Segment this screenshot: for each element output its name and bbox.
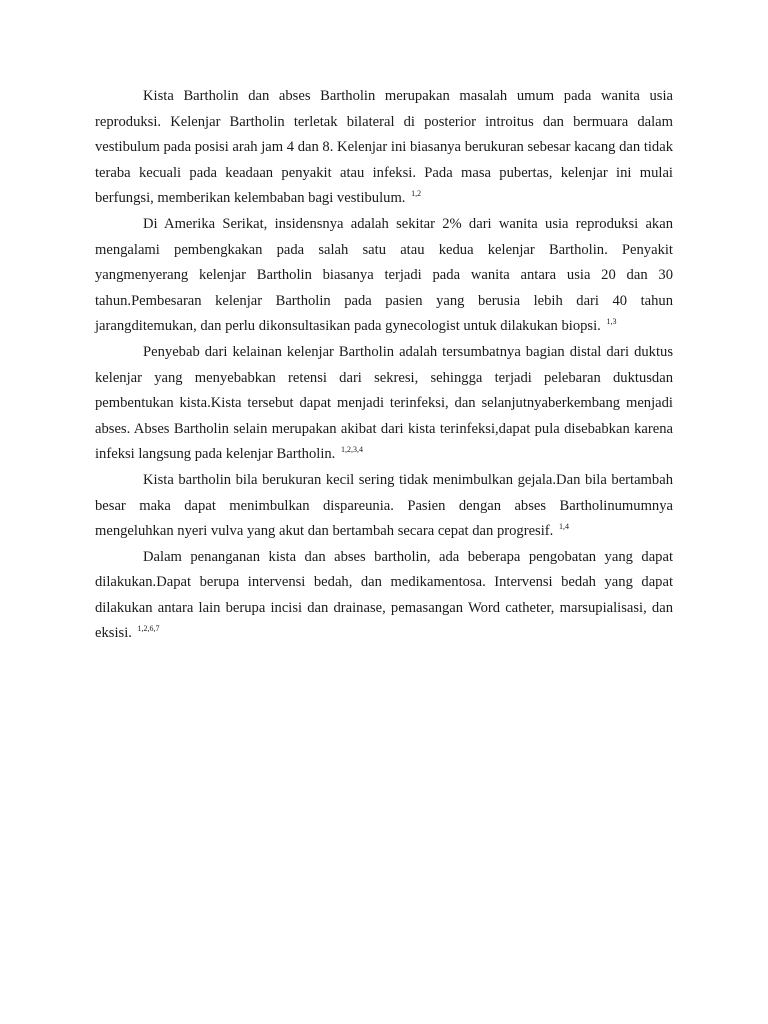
citation-ref: 1,4 — [558, 522, 569, 532]
paragraph — [95, 468, 673, 545]
paragraph — [95, 545, 673, 647]
paragraph — [95, 84, 673, 212]
paragraph-text: Di Amerika Serikat, insidensnya adalah sekitar 2% dari wanita usia reproduksi akan mengalami pembengkakan pada salah satu atau kedua kelenjar Bartholin. Penyakit yangmenyerang kelenjar Bartholin biasanya terjadi pada wanita antara usia 20 dan 30 tahun.Pembesaran kelenjar Bartholin pada pasien yang berusia lebih dari 40 tahun jarangditemukan, dan perlu dikonsultasikan pada gynecologist untuk dilakukan biopsi. — [95, 215, 673, 335]
citation-ref: 1,2,3,4 — [340, 445, 363, 455]
citation-ref: 1,2 — [411, 189, 422, 199]
citation-ref: 1,3 — [606, 317, 617, 327]
paragraph — [95, 212, 673, 340]
paragraph — [95, 340, 673, 468]
paragraph-text: Penyebab dari kelainan kelenjar Bartholin adalah tersumbatnya bagian distal dari duktus kelenjar yang menyebabkan retensi dari sekresi, sehingga terjadi pelebaran duktusdan pembentukan kista.Kista tersebut dapat menjadi terinfeksi, dan selanjutnyaberkembang menjadi abses. Abses Bartholin selain merupakan akibat dari kista terinfeksi,dapat pula disebabkan karena infeksi langsung pada kelenjar Bartholin. — [95, 343, 673, 463]
paragraph-text: Dalam penanganan kista dan abses bartholin, ada beberapa pengobatan yang dapat dilakukan.Dapat berupa intervensi bedah, dan medikamentosa. Intervensi bedah yang dapat dilakukan antara lain berupa incisi dan drainase, pemasangan Word catheter, marsupialisasi, dan eksisi. — [95, 548, 673, 642]
body-text — [95, 84, 673, 647]
paragraph-text: Kista bartholin bila berukuran kecil sering tidak menimbulkan gejala.Dan bila bertambah besar maka dapat menimbulkan dispareunia. Pasien dengan abses Bartholinumumnya mengeluhkan nyeri vulva yang akut dan bertambah secara cepat dan progresif. — [95, 471, 673, 540]
citation-ref: 1,2,6,7 — [137, 624, 160, 634]
paragraph-text: Kista Bartholin dan abses Bartholin merupakan masalah umum pada wanita usia reproduksi. Kelenjar Bartholin terletak bilateral di posterior introitus dan bermuara dalam vestibulum pada posisi arah jam 4 dan 8. Kelenjar ini biasanya berukuran sebesar kacang dan tidak teraba kecuali pada keadaan penyakit atau infeksi. Pada masa pubertas, kelenjar ini mulai berfungsi, memberikan kelembaban bagi vestibulum. — [95, 88, 673, 207]
